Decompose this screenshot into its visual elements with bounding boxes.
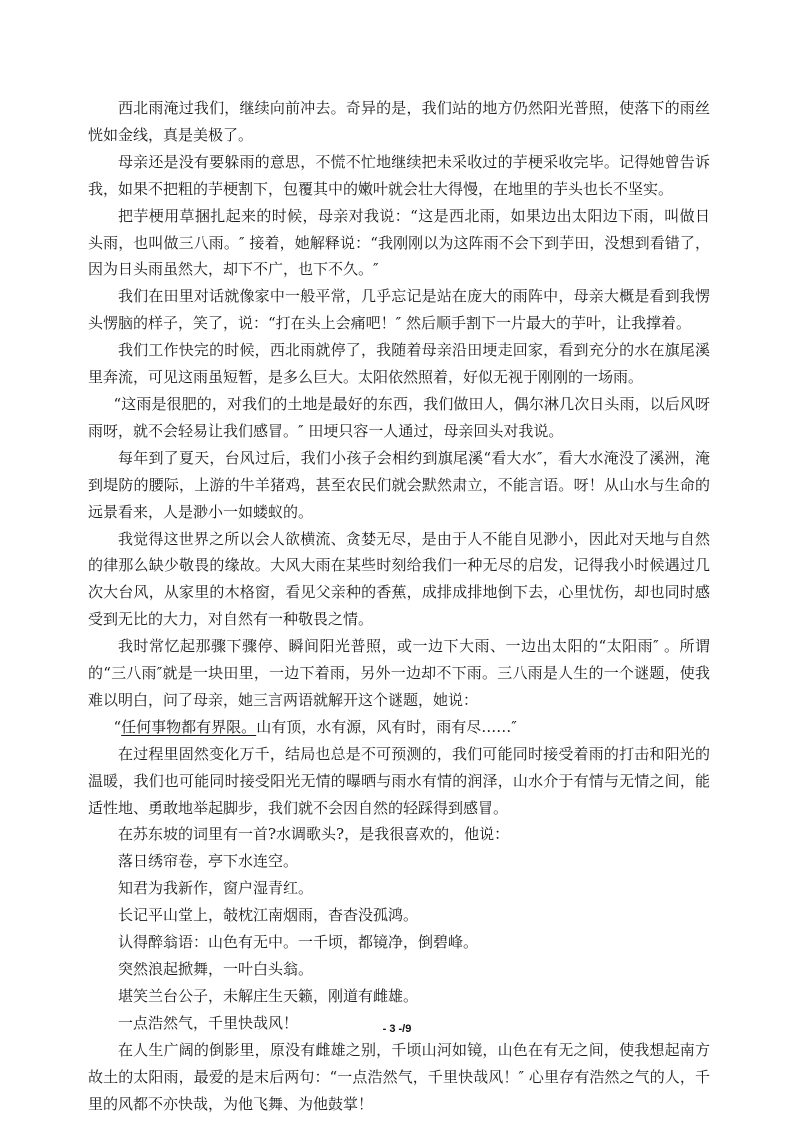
poem-line: 长记平山堂上，攲枕江南烟雨，杳杳没孤鸿。 (118, 906, 419, 925)
poem-line: 一点浩然气，千里快哉风！ (118, 1013, 299, 1032)
document-page (88, 95, 710, 1117)
paragraph-2: 母亲还是没有要躲雨的意思，不慌不忙地继续把未采收过的芋梗采收完毕。记得她曾告诉我，如果不把粗的芋梗割下，包覆其中的嫩叶就会壮大得慢，在地里的芋头也长不坚实。 (88, 152, 710, 198)
paragraph-4: 我们在田里对话就像家中一般平常，几乎忘记是站在庞大的雨阵中，母亲大概是看到我愣头愣脑的样子，笑了，说：“打在头上会痛吧！″ 然后顺手割下一片最大的芋叶，让我撑着。 (88, 287, 710, 333)
quote-open-mark: “ (113, 717, 122, 736)
poem-line: 突然浪起掀舞，一叶白头翁。 (118, 960, 314, 978)
paragraph-8: 我觉得这世界之所以会人欲横流、贪婪无尽，是由于人不能自见渺小，因此对天地与自然的律那么缺少敬畏的缘故。大风大雨在某些时刻给我们一种无尽的启发，记得我小时候遇过几次大台风，从家里的木格窗，看见父亲种的香蕉，成排成排地倒下去，心里忧伤，却也同时感受到无比的大力，对自然有一种敬畏之情。 (88, 529, 710, 629)
quote-rest: 山有顶，水有源，风有时，雨有尽……″ (256, 717, 517, 736)
closing-paragraph: 在人生广阔的倒影里，原没有雌雄之别，千顷山河如镜，山色在有无之间，使我想起南方故土的太阳雨，最爱的是末后两句：“一点浩然气，千里快哉风！″ 心里存有浩然之气的人，千里的风都不亦快哉，为他飞舞、为他鼓掌！ (88, 1040, 710, 1113)
poem-line: 堪笑兰台公子，未解庄生天籁，刚道有雌雄。 (118, 986, 419, 1005)
paragraph-3: 把芋梗用草捆扎起来的时候，母亲对我说：“这是西北雨，如果边出太阳边下雨，叫做日头雨，也叫做三八雨。″ 接着，她解释说：“我刚刚以为这阵雨不会下到芋田，没想到看错了，因为日头雨虽然大，却下不广，也下不久。″ (88, 206, 710, 279)
paragraph-10: 在过程里固然变化万千，结局也总是不可预测的，我们可能同时接受着雨的打击和阳光的温暖，我们也可能同时接受阳光无情的曝晒与雨水有情的润泽，山水介于有情与无情之间，能适性地、勇敢地举起脚步，我们就不会因自然的轻踩得到感冒。 (88, 744, 710, 817)
paragraph-7: 每年到了夏天，台风过后，我们小孩子会相约到旗尾溪“看大水″，看大水淹没了溪洲，淹到堤防的腰际，上游的牛羊猪鸡，甚至农民们就会默然肃立，不能言语。呀！从山水与生命的远景看来，人是渺小一如蝼蚁的。 (88, 448, 710, 521)
poem-line: 落日绣帘卷，亭下水连空。 (118, 852, 299, 871)
underlined-sentence: 任何事物都有界限。 (121, 717, 257, 736)
paragraph-6: “这雨是很肥的，对我们的土地是最好的东西，我们做田人，偶尔淋几次日头雨，以后风呀雨呀，就不会轻易让我们感冒。″ 田埂只容一人通过，母亲回头对我说。 (88, 394, 710, 440)
paragraph-1: 西北雨淹过我们，继续向前冲去。奇异的是，我们站的地方仍然阳光普照，使落下的雨丝恍如金线，真是美极了。 (88, 99, 710, 144)
paragraph-11: 在苏东坡的词里有一首?水调歌头?，是我很喜欢的，他说： (118, 825, 510, 844)
paragraph-5: 我们工作快完的时候，西北雨就停了，我随着母亲沿田埂走回家，看到充分的水在旗尾溪里奔流，可见这雨虽短暂，是多么巨大。太阳依然照着，好似无视于刚刚的一场雨。 (88, 341, 710, 387)
paragraph-9: 我时常忆起那骤下骤停、瞬间阳光普照，或一边下大雨、一边出太阳的“太阳雨″ 。所谓的“三八雨″就是一块田里，一边下着雨，另外一边却不下雨。三八雨是人生的一个谜题，使我难以明白，问了母亲，她三言两语就解开这个谜题，她说： (88, 637, 710, 709)
poem-line: 认得醉翁语：山色有无中。一千顷，都镜净，倒碧峰。 (118, 933, 479, 952)
poem-line: 知君为我新作，窗户湿青红。 (118, 879, 314, 898)
page-number: - 3 -/9 (382, 1023, 412, 1035)
mother-quote (88, 714, 710, 741)
